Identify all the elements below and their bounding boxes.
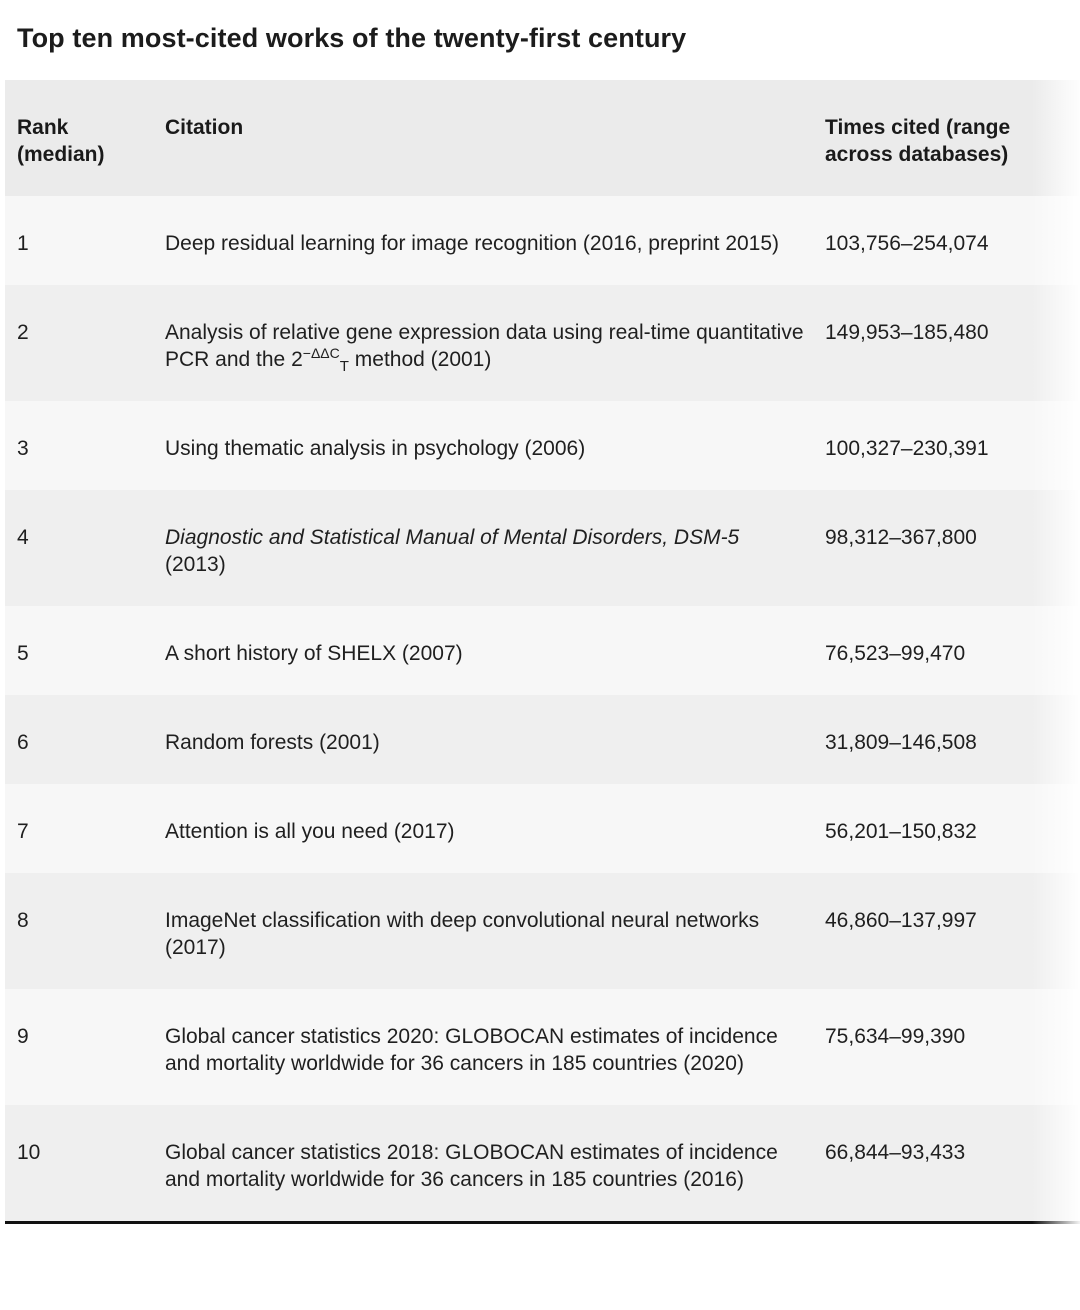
- times-cited-cell: 31,809–146,508: [825, 731, 977, 754]
- citation-cell: Using thematic analysis in psychology (2006): [165, 437, 586, 460]
- header-times-cited-label: Times cited (range across databases): [825, 116, 1011, 166]
- table-row: [5, 784, 1080, 873]
- rank-cell: 9: [17, 1025, 29, 1048]
- citation-cell: Random forests (2001): [165, 731, 380, 754]
- rank-cell: 7: [17, 820, 29, 843]
- header-citation-label: Citation: [165, 116, 244, 139]
- table-row: [5, 1105, 1080, 1221]
- table-row: [5, 401, 1080, 490]
- times-cited-cell: 46,860–137,997: [825, 909, 977, 932]
- citation-italic-title: Diagnostic and Statistical Manual of Mental Disorders, DSM-5: [165, 526, 740, 549]
- citation-subscript: T: [339, 358, 349, 375]
- times-cited-cell: 76,523–99,470: [825, 642, 966, 665]
- rank-cell: 4: [17, 526, 29, 549]
- citation-text: Analysis of relative gene expression data using real-time quantitative PCR and the 2: [165, 321, 804, 371]
- times-cited-cell: 75,634–99,390: [825, 1025, 966, 1048]
- table-header-row: [5, 80, 1080, 196]
- table-row: [5, 606, 1080, 695]
- citation-tail: (2013): [165, 553, 226, 576]
- citation-cell: Attention is all you need (2017): [165, 820, 455, 843]
- citation-cell: A short history of SHELX (2007): [165, 642, 463, 665]
- citation-cell: Deep residual learning for image recognition (2016, preprint 2015): [165, 232, 780, 255]
- table-row: [5, 196, 1080, 285]
- header-rank-cell: [17, 114, 165, 168]
- rank-cell: 5: [17, 642, 29, 665]
- rank-cell: 2: [17, 321, 29, 344]
- table-bottom-rule: [5, 1221, 1080, 1224]
- table-row: [5, 285, 1080, 401]
- times-cited-cell: 56,201–150,832: [825, 820, 977, 843]
- citation-cell: ImageNet classification with deep convolutional neural networks (2017): [165, 909, 760, 959]
- header-citation-cell: [165, 114, 825, 141]
- times-cited-cell: 100,327–230,391: [825, 437, 989, 460]
- times-cited-cell: 103,756–254,074: [825, 232, 989, 255]
- citation-cell: [165, 524, 825, 578]
- table-row: [5, 989, 1080, 1105]
- page-title: Top ten most-cited works of the twenty-first century: [17, 23, 687, 53]
- citation-tail: method (2001): [348, 348, 492, 371]
- citation-superscript: −ΔΔC: [302, 345, 340, 361]
- times-cited-cell: 149,953–185,480: [825, 321, 989, 344]
- citation-cell: [165, 319, 825, 373]
- rank-cell: 1: [17, 232, 29, 255]
- table-row: [5, 695, 1080, 784]
- times-cited-cell: 98,312–367,800: [825, 526, 977, 549]
- table-row: [5, 490, 1080, 606]
- table-row: [5, 873, 1080, 989]
- header-times-cited-cell: [825, 114, 1080, 168]
- header-rank-label: Rank (median): [17, 116, 105, 166]
- times-cited-cell: 66,844–93,433: [825, 1141, 966, 1164]
- citations-table: [5, 80, 1080, 1224]
- citation-cell: Global cancer statistics 2018: GLOBOCAN estimates of incidence and mortality worldwide for 36 cancers in 185 countries (2016): [165, 1141, 778, 1191]
- rank-cell: 3: [17, 437, 29, 460]
- rank-cell: 8: [17, 909, 29, 932]
- rank-cell: 6: [17, 731, 29, 754]
- citation-cell: Global cancer statistics 2020: GLOBOCAN estimates of incidence and mortality worldwide for 36 cancers in 185 countries (2020): [165, 1025, 778, 1075]
- rank-cell: 10: [17, 1141, 41, 1164]
